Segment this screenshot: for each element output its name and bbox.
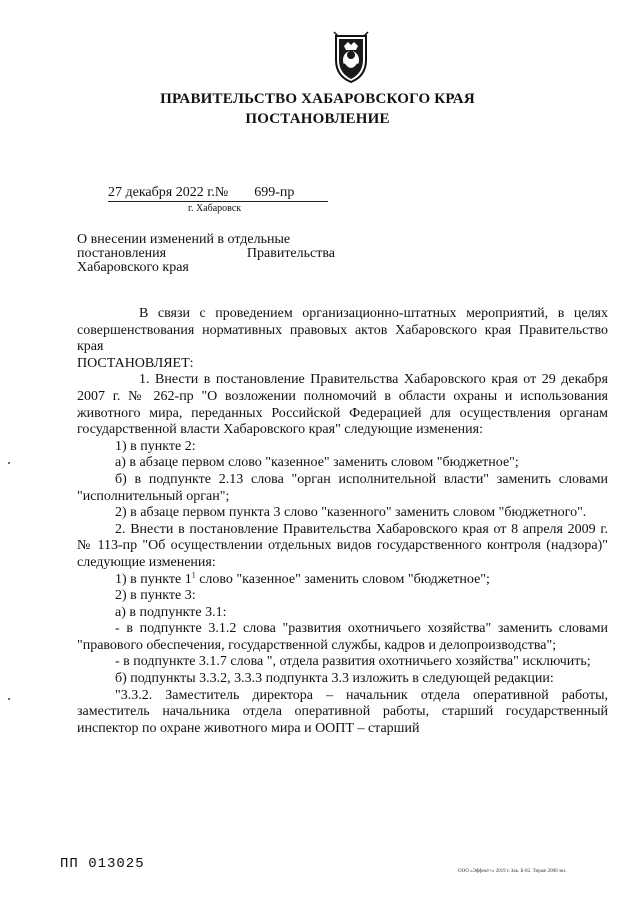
scan-mark bbox=[8, 462, 10, 464]
subject-line-2-left: постановления bbox=[77, 246, 167, 261]
item-2-quote: "3.3.2. Заместитель директора – начальник отдела оперативной работы, заместитель начальника отдела оперативной работы, старший государственный инспектор по охране животного мира и ООПТ – старший bbox=[77, 687, 608, 736]
item-1-2: 2) в абзаце первом пункта 3 слово "казенного" заменить словом "бюджетного". bbox=[115, 505, 587, 521]
subject-line-2-right: Правительства bbox=[246, 246, 335, 261]
item-2-1-superscript: 1 bbox=[191, 569, 196, 579]
item-2: 2. Внести в постановление Правительства Хабаровского края от 8 апреля 2009 г. № 113-пр "Об осуществлении отдельных видов государственного контроля (надзора)" следующие изменения: bbox=[77, 521, 608, 570]
document-number: 699-пр bbox=[228, 185, 328, 202]
document-subject bbox=[77, 233, 335, 275]
document-type-title: ПОСТАНОВЛЕНИЕ bbox=[245, 111, 390, 127]
city-label: г. Хабаровск bbox=[188, 203, 242, 214]
item-2-2-b: б) подпункты 3.3.2, 3.3.3 подпункта 3.3 изложить в следующей редакции: bbox=[115, 671, 554, 687]
number-sign: № bbox=[214, 185, 229, 200]
item-2-2: 2) в пункте 3: bbox=[115, 588, 196, 604]
item-1-1-b: б) в подпункте 2.13 слова "орган исполнительной власти" заменить словами "исполнительный орган"; bbox=[77, 471, 608, 504]
item-2-2-a-1: - в подпункте 3.1.2 слова "развития охотничьего хозяйства" заменить словами "правового обеспечения, государственной службы, кадров и делопроизводства"; bbox=[77, 621, 608, 653]
date-number-line bbox=[108, 185, 328, 202]
item-2-2-a: а) в подпункте 3.1: bbox=[115, 604, 227, 620]
government-title: ПРАВИТЕЛЬСТВО ХАБАРОВСКОГО КРАЯ bbox=[160, 91, 475, 107]
item-2-1-rest: слово "казенное" заменить словом "бюджетное"; bbox=[195, 571, 490, 587]
scan-mark bbox=[8, 698, 10, 700]
item-1-1: 1) в пункте 2: bbox=[115, 438, 196, 454]
item-2-2-a-2: - в подпункте 3.1.7 слова ", отдела развития охотничьего хозяйства" исключить; bbox=[115, 654, 591, 670]
subject-line-3: Хабаровского края bbox=[77, 260, 189, 275]
item-2-1-text: 1) в пункте 1 bbox=[115, 571, 192, 587]
document-date: 27 декабря 2022 г. bbox=[108, 185, 215, 200]
subject-line-2 bbox=[77, 247, 335, 261]
item-1: 1. Внести в постановление Правительства Хабаровского края от 29 декабря 2007 г. № 262-пр "О возложении полномочий в области охраны и использования животного мира, переданных Российской Федерацией для осуществления органам государственной власти Хабаровского края" следующие изменения: bbox=[77, 372, 608, 438]
decree-word: ПОСТАНОВЛЯЕТ: bbox=[77, 355, 194, 371]
document-body bbox=[77, 306, 608, 737]
intro-paragraph: В связи с проведением организационно-штатных мероприятий, в целях совершенствования нормативных правовых актов Хабаровского края Правительство края bbox=[77, 306, 608, 355]
item-2-1 bbox=[115, 569, 608, 589]
subject-line-1: О внесении изменений в отдельные bbox=[77, 232, 291, 247]
serial-number: ПП 013025 bbox=[60, 856, 145, 872]
printer-imprint: ООО «Эффект+» 2019 г. Зак. Б-82. Тираж 2000 экз. bbox=[458, 869, 567, 874]
coat-of-arms-icon bbox=[330, 30, 372, 84]
item-1-1-a: а) в абзаце первом слово "казенное" заменить словом "бюджетное"; bbox=[115, 455, 519, 471]
